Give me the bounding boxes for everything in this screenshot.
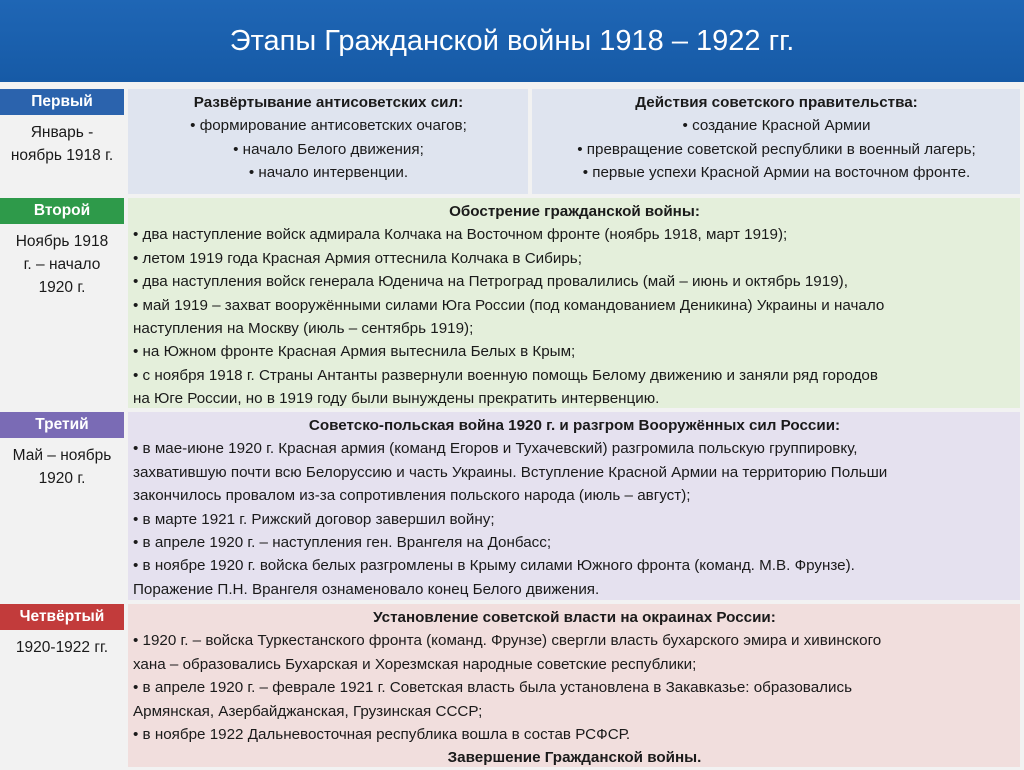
list-item: • создание Красной Армии — [682, 117, 871, 135]
list-item: • начало интервенции. — [248, 164, 409, 182]
stage-second-row — [0, 198, 1024, 408]
stage-fourth-row — [0, 604, 1024, 767]
stage-text: • два наступление войск адмирала Колчака на Восточном фронте (ноябрь 1918, март 1919); • летом 1919 года Красная Армия оттеснила Колчака в Сибирь; • два наступления войск генерала Юденича на Петроград провалились (май – июнь и октябрь 1919), • май 1919 – захват вооружёнными силами Юга России (под командованием Деникина) Украины и начало наступления на Москву (июль – сентябрь 1919); • на Южном фронте Красная Армия вытеснила Белых в Крым; • с ноября 1918 г. Страны Антанты развернули военную помощь Белому движению и заняли ряд городов на Юге России, но в 1919 году были вынуждены прекратить интервенцию. — [133, 226, 885, 408]
stage-label: Первый — [0, 89, 124, 115]
cell-title: Обострение гражданской войны: — [449, 203, 700, 220]
stage-label: Второй — [0, 198, 124, 224]
stage-period: 1920-1922 гг. — [15, 639, 109, 656]
stage-text: • в мае-июне 1920 г. Красная армия (команд Егоров и Тухачевский) разгромила польскую группировку, захватившую почти всю Белоруссию и часть Украины. Вступление Красной Армии на территорию Польши закончилось провалом из-за сопротивления польского народа (июль – август); • в марте 1921 г. Рижский договор завершил войну; • в апреле 1920 г. – наступления ген. Врангеля на Донбасс; • в ноябре 1920 г. войска белых разгромлены в Крыму силами Южного фронта (команд. М.В. Фрунзе). Поражение П.Н. Врангеля ознаменовало конец Белого движения. — [133, 440, 888, 598]
stage-label: Третий — [0, 412, 124, 438]
stage-third-row — [0, 412, 1024, 600]
page-title: Этапы Гражданской войны 1918 – 1922 гг. — [0, 0, 1024, 82]
stage-period: Январь - ноябрь 1918 г. — [10, 124, 114, 164]
stage-content-cell — [128, 604, 1020, 767]
stage-first-row — [0, 89, 1024, 194]
cell-title: Действия советского правительства: — [635, 94, 918, 111]
cell-title: Установление советской власти на окраинах России: — [373, 609, 776, 626]
stage-content-cell — [128, 198, 1020, 408]
cell-title: Развёртывание антисоветских сил: — [193, 94, 464, 111]
list-item: • начало Белого движения; — [233, 140, 424, 158]
stage-text: • 1920 г. – войска Туркестанского фронта (команд. Фрунзе) свергли власть бухарского эмира и хивинского хана – образовались Бухарская и Хорезмская народные советские республики; • в апреле 1920 г. – феврале 1921 г. Советская власть была установлена в Закавказье: образовались Армянская, Азербайджанская, Грузинская СССР; • в ноябре 1922 Дальневосточная республика вошла в состав РСФСР. — [133, 632, 882, 744]
list-item: • первые успехи Красной Армии на восточном фронте. — [582, 164, 971, 182]
stage-content-cell — [128, 412, 1020, 600]
stage-period: Ноябрь 1918 г. – начало 1920 г. — [15, 233, 109, 296]
cell-subtitle: Завершение Гражданской войны. — [447, 749, 702, 767]
list-item: • формирование антисоветских очагов; — [190, 117, 467, 135]
stage-label: Четвёртый — [0, 604, 124, 630]
stage-period: Май – ноябрь 1920 г. — [12, 447, 112, 487]
antisoviet-forces-cell — [128, 89, 528, 194]
soviet-government-cell — [532, 89, 1020, 194]
cell-title: Советско-польская война 1920 г. и разгром Вооружённых сил России: — [308, 417, 841, 434]
list-item: • превращение советской республики в военный лагерь; — [577, 140, 976, 158]
